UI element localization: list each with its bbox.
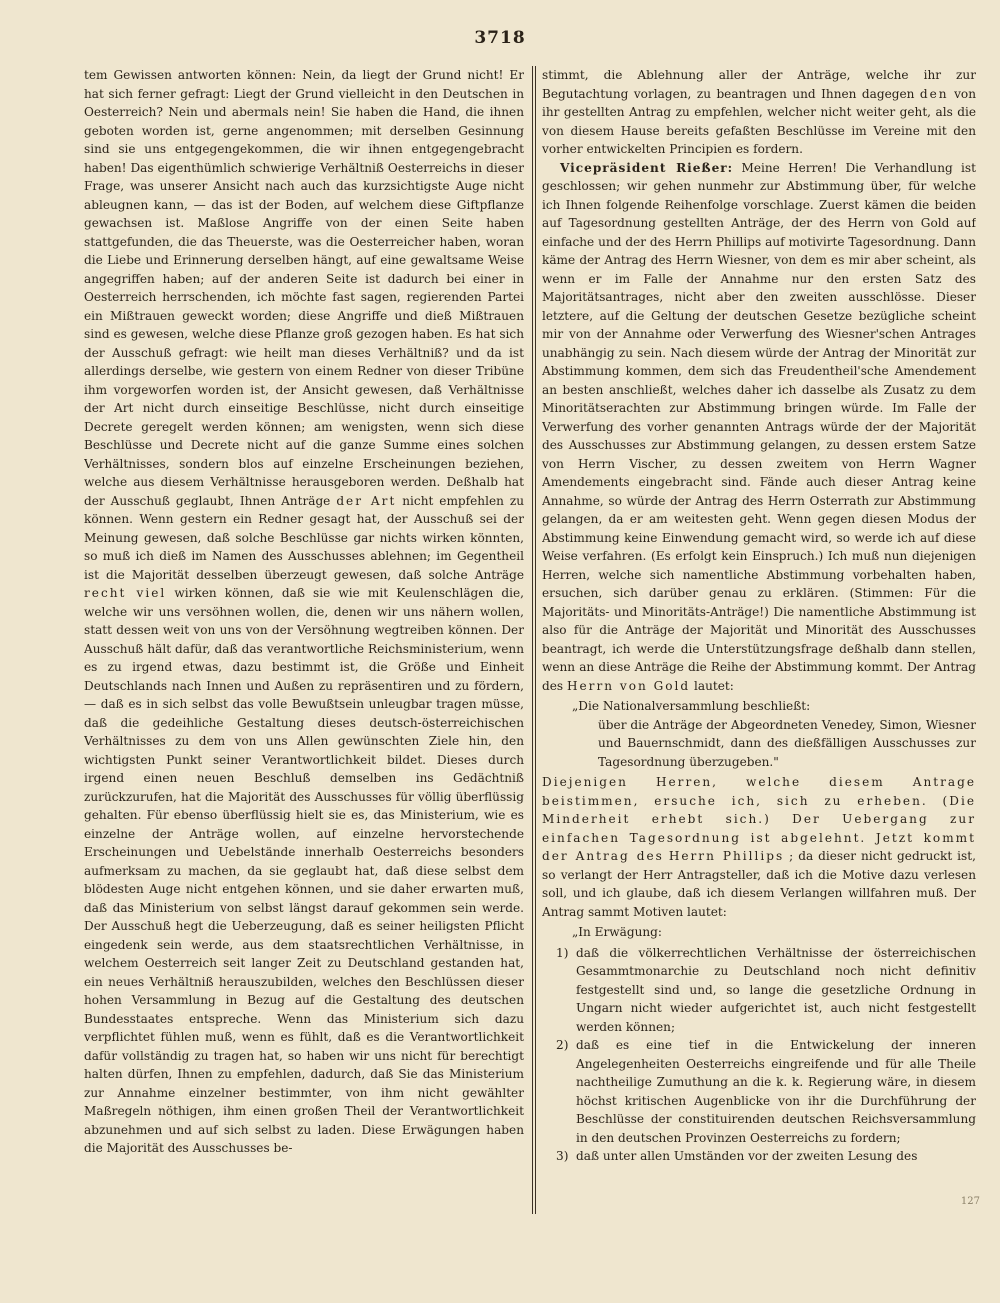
column-divider xyxy=(535,66,536,1214)
right-column xyxy=(542,66,976,1223)
spaced-phrase: Herrn von Gold xyxy=(566,678,691,693)
fold-mark: 127 xyxy=(960,1196,980,1207)
right-paragraph xyxy=(542,66,976,159)
text-run: Meine Herren! Die Verhandlung ist geschlossen; wir gehen nunmehr zur Abstimmung über, für welche ich Ihnen folgende Reihenfolge vorschlage. Zuerst kämen die beiden auf Tagesordnung gestellten Anträge, der des Herrn von Gold auf einfache und der des Herrn Phillips auf motivirte Tagesordnung. Dann käme der Antrag des Herrn Wiesner, von dem es mir aber scheint, als wenn er im Falle der Annahme nur den ersten Satz des Majoritätsantrages, nicht aber den zweiten ausschlösse. Dieser letztere, auf die Geltung der deutschen Gesetze bezügliche scheint mir von der Annahme oder Verwerfung des Wiesner'schen Antrages unabhängig zu sein. Nach diesem würde der Antrag der Minorität zur Abstimmung kommen, dem sich das Freudentheil'sche Amendement an besten anschließt, welches daher ich dasselbe als Zusatz zu dem Minoritätserachten zur Abstimmung bringen würde. Im Falle der Verwerfung des vorher genannten Antrags würde der der Majorität des Ausschusses zur Abstimmung gelangen, zu dessen erstem Satze von Herrn Vischer, zu dessen zweitem von Herrn Wagner Amendements eingebracht sind. Fände auch dieser Antrag keine Annahme, so würde der Antrag des Herrn Osterrath zur Abstimmung gelangen, da er am weitesten geht. Wenn gegen diesen Modus der Abstimmung keine Einwendung gemacht wird, so werde ich auf diese Weise verfahren. (Es erfolgt kein Einspruch.) Ich muß nun diejenigen Herren, welche sich namentliche Abstimmung vorbehalten haben, ersuchen, sich darüber genau zu erklären. (Stimmen: Für die Majoritäts- und Minoritäts-Anträge!) Die namentliche Abstimmung ist also für die Anträge der Majorität und Minorität des Ausschusses beantragt, ich werde die Unterstützungsfrage deßhalb dann stellen, wenn an diese Anträge die Reihe der Abstimmung kommt. Der Antrag des xyxy=(542,160,976,693)
left-column xyxy=(84,66,524,1223)
text-run: Diejenigen Herren, welche diesem Antrage beistimmen, ersuche ich, sich zu erheben. (Die Minderheit erhebt sich.) Der Uebergang zur einfachen Tagesordnung ist abgelehnt. Jetzt kommt der Antrag des xyxy=(542,775,976,863)
quote-body: über die Anträge der Abgeordneten Venedey, Simon, Wiesner und Bauernschmidt, dann des dießfälligen Ausschusses zur Tagesordnung überzugeben." xyxy=(598,717,976,769)
item-number: 1) xyxy=(556,945,569,960)
text-run: von ihr gestellten Antrag zu empfehlen, welcher nicht weiter geht, als die von diesem Hause bereits gefaßten Beschlüsse im Vereine mit den vorher entwickelten Principien es fordern. xyxy=(542,86,976,156)
item-text: daß es eine tief in die Entwickelung der inneren Angelegenheiten Oesterreichs eingreifende und für alle Theile nachtheilige Zumuthung an die k. k. Regierung wäre, in diesem höchst kritischen Augenblicke von ihr die Durchführung der Beschlüsse der constituirenden deutschen Reichsversammlung in den deutschen Provinzen Oesterreichs zu fordern; xyxy=(576,1038,976,1145)
page-number: 3718 xyxy=(474,28,526,48)
list-item xyxy=(542,1147,976,1166)
speaker-paragraph xyxy=(542,159,976,696)
text-run: stimmt, die Ablehnung aller der Anträge, welche ihr zur Begutachtung vorlagen, zu beantragen und Ihnen dagegen xyxy=(542,68,976,101)
right-paragraph xyxy=(542,773,976,921)
text-run: tem Gewissen antworten können: Nein, da liegt der Grund nicht! Er hat sich ferner gefragt: Liegt der Grund vielleicht in den Deutschen in Oesterreich? Nein und abermals nein! Sie haben die Hand, die ihnen geboten worden ist, gerne angenommen; mit derselben Gesinnung sind sie uns entgegengekommen, die wir ihnen entgegengebracht haben! Das eigenthümlich schwierige Verhältniß Oesterreichs in dieser Frage, was unserer Ansicht nach auch das kurzsichtigste Auge nicht ableugnen kann, — das ist der Boden, auf welchem diese Giftpflanze gewachsen ist. Maßlose Angriffe von der einen Seite haben stattgefunden, die das Theuerste, was die Oesterreicher haben, woran die Liebe und Erinnerung derselben hängt, auf eine gewaltsame Weise angegriffen haben; auf der anderen Seite ist dadurch bei einer in Oesterreich herrschenden, ich möchte fast sagen, regierenden Partei ein Mißtrauen geweckt worden; diese Angriffe und dieß Mißtrauen sind es gewesen, welche diese Pflanze groß gezogen haben. Es hat sich der Ausschuß gefragt: wie heilt man dieses Verhältniß? und da ist allerdings derselbe, wie gestern von einem Redner von dieser Tribüne ihm vorgeworfen worden ist, der Ansicht gewesen, daß Verhältnisse der Art nicht durch einseitige Beschlüsse, nicht durch einseitige Decrete geregelt werden können; am wenigsten, wenn sich diese Beschlüsse und Decrete nicht auf die ganze Summe eines solchen Verhältnisses, sondern blos auf einzelne Erscheinungen beziehen, welche aus diesem Verhältnisse herausgeboren werden. Deßhalb hat der Ausschuß geglaubt, Ihnen Anträge xyxy=(84,68,524,508)
spaced-phrase: der Art xyxy=(336,493,397,508)
column-divider xyxy=(532,66,533,1214)
text-run: lautet: xyxy=(694,678,734,693)
item-text: daß die völkerrechtlichen Verhältnisse der österreichischen Gesammtmonarchie zu Deutschland noch nicht definitiv festgestellt sind und, so lange die gesetzliche Ordnung in Ungarn nicht wieder aufgerichtet ist, auch nicht festgestellt werden können; xyxy=(576,945,976,1034)
item-number: 2) xyxy=(556,1038,569,1052)
text-run: wirken können, daß sie wie mit Keulenschlägen die, welche wir uns versöhnen wollen, die, denen wir uns nähern wollen, statt dessen weit von uns von der Versöhnung wegtreiben können. Der Ausschuß hält dafür, daß das verantwortliche Reichsministerium, wenn es zu irgend etwas, dazu bestimmt ist, die Größe und Einheit Deutschlands nach Innen und Außen zu repräsentiren und zu fördern, — daß es in sich selbst das volle Bewußtsein unleugbar tragen müsse, daß die gedeihliche Gestaltung dieses deutsch-österreichischen Verhältnisses zu dem von uns Allen gewünschten Ziele hin, den wichtigsten Punkt seiner Verantwortlichkeit bildet. Dieses durch irgend einen neuen Beschluß demselben ins Gedächtniß zurückzurufen, hat die Majorität des Ausschusses für völlig überflüssig gehalten. Für ebenso überflüssig hielt sie es, das Ministerium, wie es einzelne der Anträge wollen, auf einzelne hervorstechende Erscheinungen und Uebelstände innerhalb Oesterreichs besonders aufmerksam zu machen, da sie geglaubt hat, daß diese selbst dem blödesten Auge nicht entgehen können, und sie daher erwarten muß, daß das Ministerium von selbst längst darauf gekommen sein werde. Der Ausschuß hegt die Ueberzeugung, daß es seiner heiligsten Pflicht eingedenk sein werde, aus dem staatsrechtlichen Verhältnisse, in welchem Oesterreich seit langer Zeit zu Deutschland gestanden hat, ein neues Verhältniß herauszubilden, welches den Beschlüssen dieser hohen Versammlung in Bezug auf die Gestaltung des deutschen Bundesstaates entspreche. Wenn das Ministerium sich dazu verpflichtet fühlen muß, wenn es fühlt, daß es die Verantwortlichkeit dafür vollständig zu tragen hat, so haben wir uns nicht für berechtigt halten dürfen, Ihnen zu empfehlen, dadurch, daß Sie das Ministerium zur Annahme einzelner bestimmter, von ihm nicht gewählter Maßregeln nöthigen, ihm einen großen Theil der Verantwortlichkeit abzunehmen und auf sich selbst zu laden. Diese Erwägungen haben die Majorität des Ausschusses be- xyxy=(84,586,524,1155)
left-paragraph xyxy=(84,66,524,1158)
list-item xyxy=(542,1036,976,1147)
item-number: 3) xyxy=(556,1149,569,1163)
quote-intro: „In Erwägung: xyxy=(572,925,662,939)
text-run: nicht empfehlen zu können. Wenn gestern ein Redner gesagt hat, der Ausschuß sei der Meinung gewesen, daß solche Beschlüsse gar nichts wirken könnten, so muß ich dieß im Namen des Ausschusses ablehnen; im Gegentheil ist die Majorität desselben überzeugt gewesen, daß solche Anträge xyxy=(84,493,524,582)
speaker-name: Vicepräsident Rießer: xyxy=(560,160,734,175)
motion-quote xyxy=(542,697,976,771)
spaced-phrase: Herrn Phillips xyxy=(668,849,785,863)
quote-open: „Die Nationalversammlung beschließt: xyxy=(572,699,811,713)
item-text: daß unter allen Umständen vor der zweiten Lesung des xyxy=(576,1149,918,1163)
list-item xyxy=(542,944,976,1037)
spaced-phrase: den xyxy=(919,86,949,101)
text-run: ; da dieser nicht gedruckt ist, so verlangt der Herr Antragsteller, daß ich die Motive dazu verlesen soll, und ich glaube, daß ich diesem Verlangen willfahren muß. Der Antrag sammt Motiven lautet: xyxy=(542,849,976,919)
spaced-phrase: recht viel xyxy=(84,586,167,600)
